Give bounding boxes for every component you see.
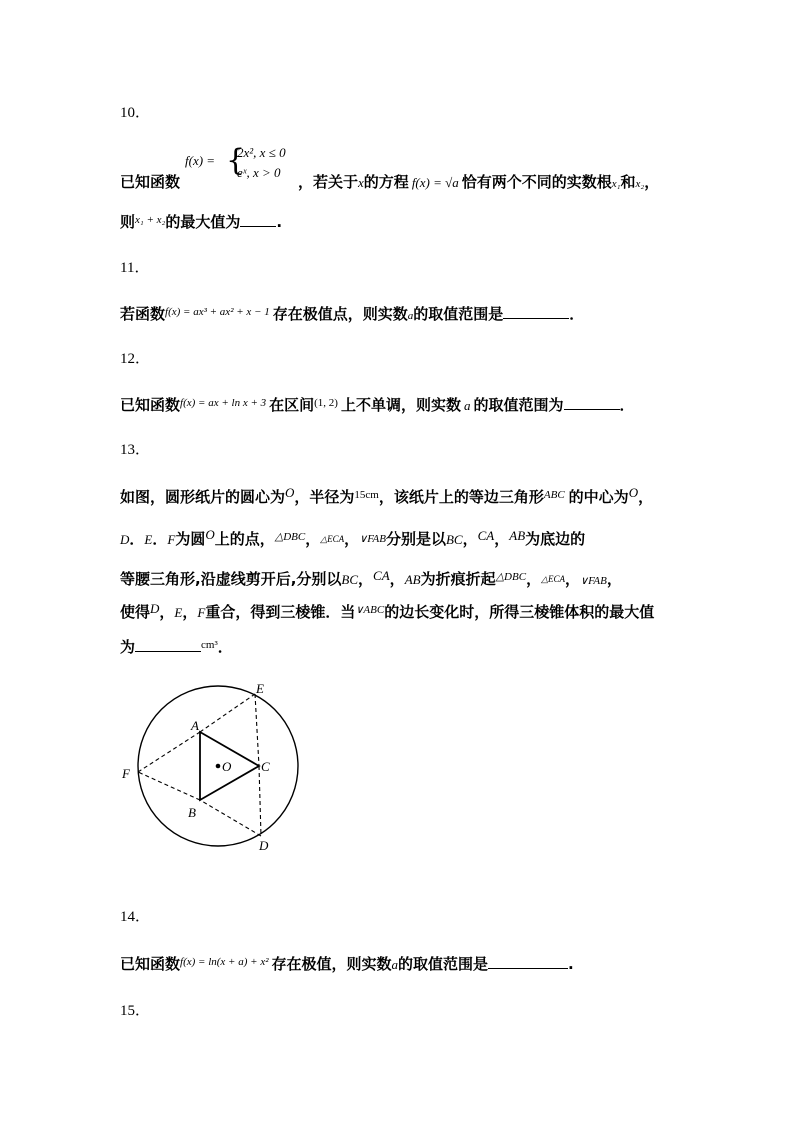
- label-d: D: [259, 838, 269, 853]
- q10-line1-a: 已知函数: [120, 173, 181, 191]
- answer-blank-10[interactable]: [240, 213, 276, 227]
- q14-text: 已知函数$^{f(x) = ln(x + a) + x^2}$ 存在极值，则实数a的取值范围是 .: [120, 955, 574, 973]
- unit-cm3: cm³: [201, 639, 218, 651]
- brace-icon: {: [226, 143, 246, 178]
- interval: (1, 2): [314, 397, 338, 409]
- function-expression: f(x) = ax + ln x + 3: [180, 397, 267, 409]
- label-o: O: [222, 759, 232, 774]
- question-number-12: 12．: [120, 351, 151, 367]
- function-expression: f(x) = ln(x + a) + x²: [180, 956, 269, 968]
- q12-text: 已知函数$^{f(x) = ax + ln x + 3}$ 在区间$^{(1, 2)}$ 上不单调，则实数 a 的取值范围为 ．: [120, 396, 635, 414]
- answer-blank-14[interactable]: [488, 955, 568, 969]
- center-point: [216, 764, 221, 769]
- q13-line1: 如图，圆形纸片的圆心为O，半径为$^{15cm}$，该纸片上的等边三角形$^{ABC}$ 的中心为O，: [120, 485, 654, 506]
- question-number-11: 11．: [120, 260, 150, 276]
- q13-line3: 等腰三角形,沿虚线剪开后,分别以BC，CA，AB为折痕折起$^{\triangle DBC}$，△ECA，∨FAB，: [120, 568, 622, 588]
- question-number-15: 15．: [120, 1003, 151, 1019]
- answer-blank-11[interactable]: [503, 305, 569, 319]
- q13-line4: 使得D，E，F重合，得到三棱锥．当$^{\vee ABC}$的边长变化时，所得三棱锥体积的最大值: [120, 601, 655, 621]
- function-expression: f(x) = ax³ + ax² + x − 1: [165, 306, 270, 318]
- answer-blank-12[interactable]: [564, 396, 620, 410]
- question-number-13: 13．: [120, 442, 151, 458]
- question-number-14: 14．: [120, 909, 151, 925]
- root-x2: x₂: [635, 178, 645, 190]
- q10-line2: 则$^{x_1 + x_2}$的最大值为 .: [120, 213, 283, 231]
- label-b: B: [188, 805, 196, 820]
- radius-value: 15cm: [354, 489, 379, 501]
- label-e: E: [256, 681, 264, 696]
- case-1: 2x², x ≤ 0: [237, 145, 286, 160]
- equation: f(x) = √a: [411, 175, 459, 190]
- label-c: C: [261, 759, 270, 774]
- answer-blank-13[interactable]: [135, 638, 201, 652]
- q13-line2: D．E．F为圆O上的点，$^{\triangle DBC}$，△ECA，∨FAB分别是以BC，CA，AB为底边的: [120, 527, 586, 548]
- circle-triangle-figure: [118, 680, 318, 860]
- question-number-10: 10．: [120, 105, 151, 121]
- case-2: eˣ, x > 0: [237, 165, 281, 180]
- q10-line1-b: ，若关于x的方程 f(x) = √a 恰有两个不同的实数根x₁和x₂，: [298, 173, 660, 191]
- function-name: f(x) =: [185, 153, 216, 168]
- sum-expression: x₁ + x₂: [135, 214, 166, 226]
- label-f: F: [122, 766, 130, 781]
- piecewise-function: [185, 143, 295, 183]
- label-a: A: [191, 718, 199, 733]
- root-x1: x₁: [611, 178, 621, 190]
- q11-text: 若函数$^{f(x) = ax^3 + ax^2 + x - 1}$ 存在极值点，则实数a的取值范围是 ．: [120, 305, 585, 323]
- q13-line5: 为 $^{cm^3}$．: [120, 638, 233, 656]
